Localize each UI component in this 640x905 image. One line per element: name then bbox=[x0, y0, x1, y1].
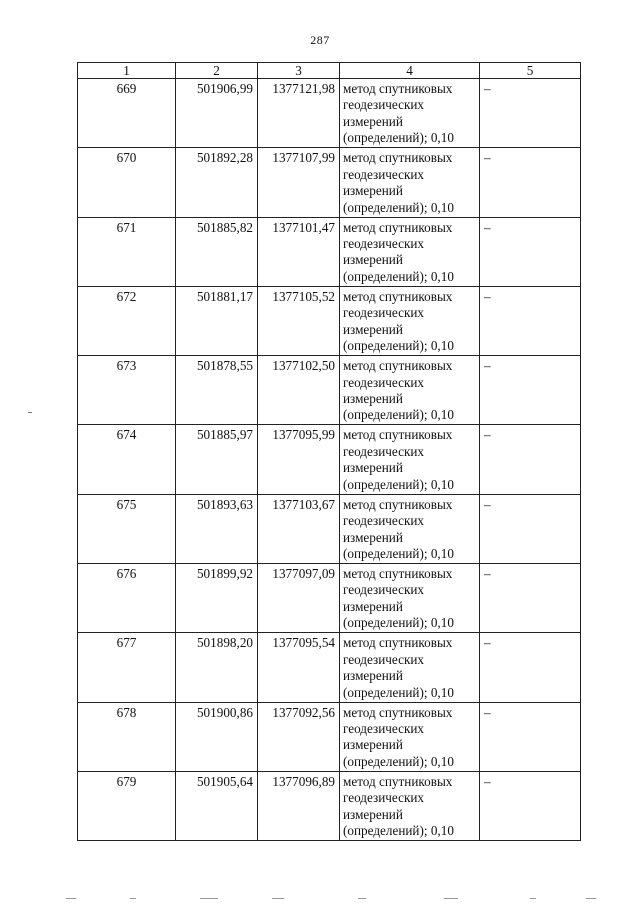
table-row bbox=[78, 771, 581, 840]
x-coordinate-cell: 501885,97 bbox=[176, 425, 258, 494]
method-line: измерений bbox=[343, 806, 403, 822]
note-cell: – bbox=[480, 633, 581, 702]
method-line: (определений); 0,10 bbox=[343, 615, 454, 631]
method-line: (определений); 0,10 bbox=[343, 753, 454, 769]
method-cell bbox=[340, 286, 480, 355]
y-coordinate-cell: 1377092,56 bbox=[258, 702, 340, 771]
y-coordinate-cell: 1377121,98 bbox=[258, 79, 340, 148]
table-row bbox=[78, 356, 581, 425]
method-line: метод спутниковых bbox=[343, 496, 453, 512]
y-coordinate-cell: 1377107,99 bbox=[258, 148, 340, 217]
point-number-cell: 672 bbox=[78, 286, 176, 355]
note-cell: – bbox=[480, 79, 581, 148]
method-cell bbox=[340, 79, 480, 148]
y-coordinate-cell: 1377102,50 bbox=[258, 356, 340, 425]
coordinates-table bbox=[77, 62, 581, 841]
column-header-4: 4 bbox=[340, 63, 480, 79]
method-line: метод спутниковых bbox=[343, 566, 453, 582]
method-cell bbox=[340, 217, 480, 286]
table-row bbox=[78, 79, 581, 148]
method-line: измерений bbox=[343, 252, 403, 268]
method-line: (определений); 0,10 bbox=[343, 268, 454, 284]
x-coordinate-cell: 501898,20 bbox=[176, 633, 258, 702]
method-line: геодезических bbox=[343, 166, 425, 182]
table-row bbox=[78, 425, 581, 494]
point-number-cell: 675 bbox=[78, 494, 176, 563]
table-body bbox=[78, 79, 581, 841]
column-header-1: 1 bbox=[78, 63, 176, 79]
note-cell: – bbox=[480, 356, 581, 425]
table-header-row bbox=[78, 63, 581, 79]
point-number-cell: 679 bbox=[78, 771, 176, 840]
point-number-cell: 676 bbox=[78, 564, 176, 633]
table-row bbox=[78, 494, 581, 563]
note-cell: – bbox=[480, 702, 581, 771]
method-line: метод спутниковых bbox=[343, 427, 453, 443]
method-line: метод спутниковых bbox=[343, 219, 453, 235]
point-number-cell: 673 bbox=[78, 356, 176, 425]
method-line: геодезических bbox=[343, 582, 425, 598]
y-coordinate-cell: 1377095,99 bbox=[258, 425, 340, 494]
y-coordinate-cell: 1377103,67 bbox=[258, 494, 340, 563]
method-line: измерений bbox=[343, 598, 403, 614]
x-coordinate-cell: 501881,17 bbox=[176, 286, 258, 355]
method-cell bbox=[340, 564, 480, 633]
method-line: метод спутниковых bbox=[343, 635, 453, 651]
method-line: геодезических bbox=[343, 97, 425, 113]
method-line: измерений bbox=[343, 668, 403, 684]
point-number-cell: 669 bbox=[78, 79, 176, 148]
note-cell: – bbox=[480, 148, 581, 217]
method-cell bbox=[340, 494, 480, 563]
x-coordinate-cell: 501900,86 bbox=[176, 702, 258, 771]
method-line: (определений); 0,10 bbox=[343, 476, 454, 492]
note-cell: – bbox=[480, 494, 581, 563]
x-coordinate-cell: 501905,64 bbox=[176, 771, 258, 840]
x-coordinate-cell: 501892,28 bbox=[176, 148, 258, 217]
method-line: (определений); 0,10 bbox=[343, 823, 454, 839]
table-row bbox=[78, 217, 581, 286]
y-coordinate-cell: 1377101,47 bbox=[258, 217, 340, 286]
method-line: геодезических bbox=[343, 651, 425, 667]
y-coordinate-cell: 1377095,54 bbox=[258, 633, 340, 702]
table-row bbox=[78, 702, 581, 771]
note-cell: – bbox=[480, 217, 581, 286]
table-row bbox=[78, 286, 581, 355]
point-number-cell: 671 bbox=[78, 217, 176, 286]
method-line: геодезических bbox=[343, 236, 425, 251]
table-row bbox=[78, 564, 581, 633]
method-cell bbox=[340, 356, 480, 425]
table-row bbox=[78, 148, 581, 217]
method-line: (определений); 0,10 bbox=[343, 407, 454, 423]
x-coordinate-cell: 501906,99 bbox=[176, 79, 258, 148]
column-header-3: 3 bbox=[258, 63, 340, 79]
x-coordinate-cell: 501893,63 bbox=[176, 494, 258, 563]
method-line: измерений bbox=[343, 737, 403, 753]
method-cell bbox=[340, 633, 480, 702]
method-cell bbox=[340, 148, 480, 217]
method-cell bbox=[340, 425, 480, 494]
method-line: геодезических bbox=[343, 790, 425, 806]
method-line: метод спутниковых bbox=[343, 81, 453, 96]
table-row bbox=[78, 633, 581, 702]
point-number-cell: 678 bbox=[78, 702, 176, 771]
method-line: измерений bbox=[343, 183, 403, 199]
x-coordinate-cell: 501899,92 bbox=[176, 564, 258, 633]
note-cell: – bbox=[480, 564, 581, 633]
method-line: (определений); 0,10 bbox=[343, 338, 454, 354]
method-line: геодезических bbox=[343, 721, 425, 737]
method-line: метод спутниковых bbox=[343, 773, 453, 789]
margin-mark bbox=[28, 412, 32, 413]
point-number-cell: 670 bbox=[78, 148, 176, 217]
page-number: 287 bbox=[310, 33, 330, 47]
note-cell: – bbox=[480, 771, 581, 840]
method-line: геодезических bbox=[343, 374, 425, 390]
y-coordinate-cell: 1377105,52 bbox=[258, 286, 340, 355]
point-number-cell: 677 bbox=[78, 633, 176, 702]
method-line: метод спутниковых bbox=[343, 704, 453, 720]
method-line: геодезических bbox=[343, 443, 425, 459]
method-line: метод спутниковых bbox=[343, 150, 453, 166]
method-line: измерений bbox=[343, 529, 403, 545]
method-line: измерений bbox=[343, 113, 403, 129]
method-cell bbox=[340, 702, 480, 771]
footer-scan-marks bbox=[60, 898, 600, 902]
method-cell bbox=[340, 771, 480, 840]
column-header-2: 2 bbox=[176, 63, 258, 79]
method-line: измерений bbox=[343, 391, 403, 406]
point-number-cell: 674 bbox=[78, 425, 176, 494]
x-coordinate-cell: 501885,82 bbox=[176, 217, 258, 286]
method-line: (определений); 0,10 bbox=[343, 684, 454, 700]
method-line: метод спутниковых bbox=[343, 288, 453, 304]
x-coordinate-cell: 501878,55 bbox=[176, 356, 258, 425]
method-line: (определений); 0,10 bbox=[343, 199, 454, 215]
note-cell: – bbox=[480, 286, 581, 355]
method-line: измерений bbox=[343, 460, 403, 476]
y-coordinate-cell: 1377097,09 bbox=[258, 564, 340, 633]
method-line: (определений); 0,10 bbox=[343, 130, 454, 146]
y-coordinate-cell: 1377096,89 bbox=[258, 771, 340, 840]
method-line: метод спутниковых bbox=[343, 358, 453, 374]
column-header-5: 5 bbox=[480, 63, 581, 79]
method-line: измерений bbox=[343, 321, 403, 337]
method-line: (определений); 0,10 bbox=[343, 546, 454, 561]
method-line: геодезических bbox=[343, 513, 425, 529]
note-cell: – bbox=[480, 425, 581, 494]
method-line: геодезических bbox=[343, 305, 425, 321]
